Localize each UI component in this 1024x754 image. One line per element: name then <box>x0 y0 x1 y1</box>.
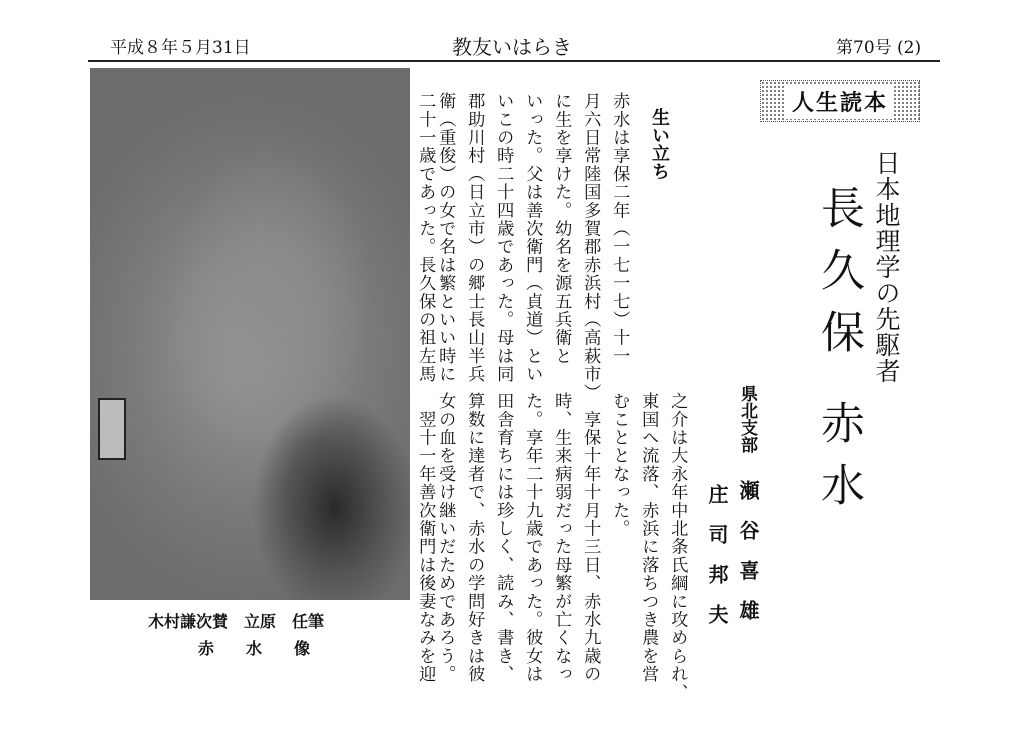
seal-stamp-icon <box>98 398 126 460</box>
body-column-lower: 東国へ流落、赤浜に落ちつき農を営 <box>638 392 659 684</box>
author-name-2: 庄司邦夫 <box>705 484 729 644</box>
body-column-lower: むこととなった。 <box>609 392 630 538</box>
body-column-lower: 女の血を受け継いだためであろう。 <box>435 392 456 684</box>
body-column-lower: 算数に達者で、赤水の学問好きは彼 <box>464 392 485 684</box>
body-column: いこの時二十四歳であった。母は同 <box>493 92 514 384</box>
section-heading: 生い立ち <box>649 108 670 180</box>
body-column: 二十一歳であった。長久保の祖左馬 <box>415 92 436 384</box>
body-column: 月六日常陸国多賀郡赤浜村（高萩市） <box>580 92 601 402</box>
body-column-lower: 之介は大永年中北条氏綱に攻められ、 <box>667 392 688 702</box>
body-column: 衛（重俊）の女で名は繁といい時に <box>435 92 456 384</box>
article-subtitle: 日本地理学の先駆者 <box>872 150 901 384</box>
newspaper-title: 教友いはらき <box>452 35 572 59</box>
body-column-lower: た。享年二十九歳であった。彼女は <box>522 392 543 684</box>
column-badge-label: 人生読本 <box>786 84 894 119</box>
portrait-photo <box>90 68 410 600</box>
column-badge <box>760 80 920 122</box>
body-column: 郡助川村（日立市）の郷士長山半兵 <box>464 92 485 384</box>
header-rule <box>88 60 940 62</box>
body-column: いった。父は善次衛門（貞道）とい <box>522 92 543 384</box>
body-column: 赤水は享保二年（一七一七）十一 <box>609 92 630 365</box>
article-title-line1: 長久保 <box>813 185 864 371</box>
author-name-1: 瀬谷喜雄 <box>736 480 760 640</box>
issue-number: 第70号 (2) <box>836 38 922 58</box>
body-column-lower: 享保十年十月十三日、赤水九歳の <box>580 392 601 684</box>
article-title-line2: 赤水 <box>813 400 864 524</box>
body-column: に生を享けた。幼名を源五兵衛と <box>551 92 572 365</box>
photo-caption-credit: 木村謙次賛 立原 任筆 <box>148 612 325 631</box>
photo-caption-title: 赤 水 像 <box>198 639 311 658</box>
body-column-lower: 時、生来病弱だった母繁が亡くなっ <box>551 392 572 684</box>
body-column-lower: 田舎育ちには珍しく、読み、書き、 <box>493 392 514 684</box>
author-branch: 県北支部 <box>737 385 757 453</box>
issue-date: 平成８年５月31日 <box>110 38 251 58</box>
body-column-lower: 翌十一年善次衛門は後妻なみを迎 <box>415 392 436 684</box>
